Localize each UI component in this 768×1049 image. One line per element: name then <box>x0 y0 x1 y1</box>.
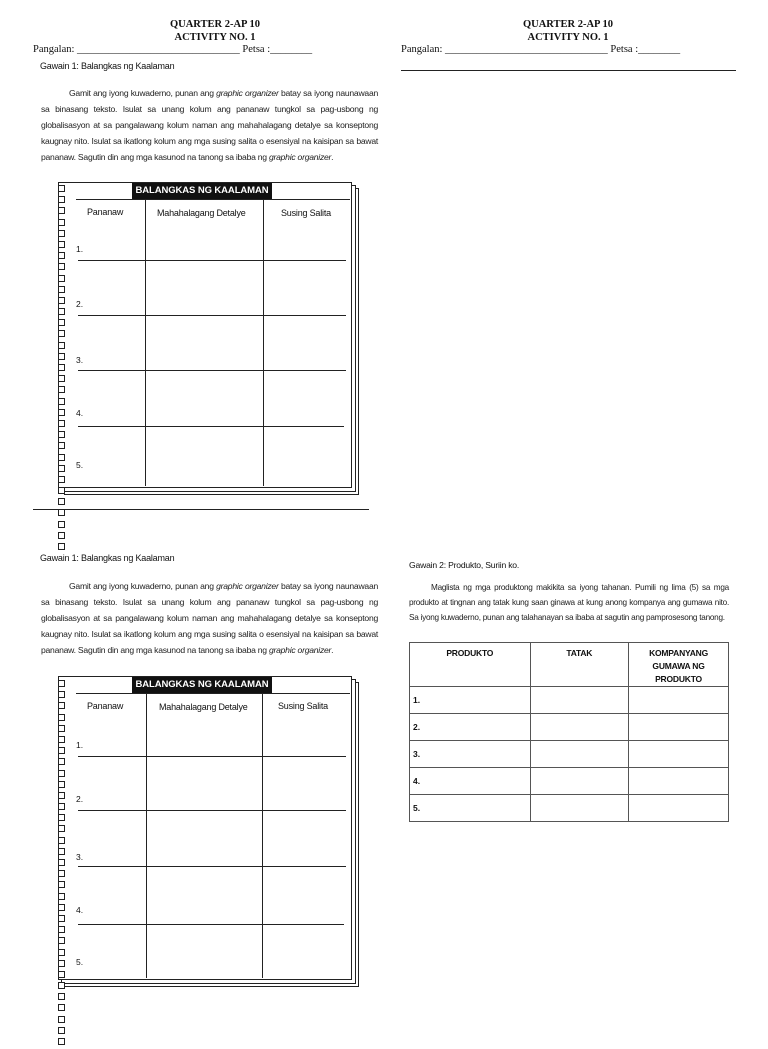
tatak-cell[interactable] <box>530 768 629 795</box>
column-header-susing-salita: Susing Salita <box>278 701 328 711</box>
kompanya-cell[interactable] <box>629 795 729 822</box>
row-number: 2. <box>76 299 84 309</box>
ring-icon <box>58 949 65 956</box>
ring-icon <box>58 714 65 721</box>
ring-icon <box>58 375 65 382</box>
ring-icon <box>58 521 65 528</box>
ring-icon <box>58 219 65 226</box>
name-date-line-left <box>33 44 312 55</box>
ring-icon <box>58 342 65 349</box>
row-number: 4. <box>76 905 84 915</box>
ring-icon <box>58 926 65 933</box>
ring-icon <box>58 814 65 821</box>
organizer-title: BALANGKAS NG KAALAMAN <box>132 183 272 199</box>
ring-icon <box>58 982 65 989</box>
ring-icon <box>58 747 65 754</box>
ring-icon <box>58 420 65 427</box>
ring-icon <box>58 770 65 777</box>
ring-icon <box>58 736 65 743</box>
divider-right-top <box>401 70 736 71</box>
ring-icon <box>58 1027 65 1034</box>
ring-icon <box>58 308 65 315</box>
column-header-mahahalagang-detalye: Mahahalagang Detalye <box>159 702 248 712</box>
date-label: Petsa : <box>610 44 639 55</box>
column-header-pananaw: Pananaw <box>87 701 124 711</box>
ring-icon <box>58 297 65 304</box>
ring-icon <box>58 1038 65 1045</box>
ring-icon <box>58 837 65 844</box>
table-header-kompanya: KOMPANYANG GUMAWA NG PRODUKTO <box>629 643 729 687</box>
ring-icon <box>58 702 65 709</box>
ring-icon <box>58 1004 65 1011</box>
ring-icon <box>58 803 65 810</box>
column-header-pananaw: Pananaw <box>87 207 124 217</box>
graphic-organizer-bottom <box>56 674 362 990</box>
ring-icon <box>58 498 65 505</box>
ring-icon <box>58 893 65 900</box>
ring-icon <box>58 386 65 393</box>
ring-icon <box>58 330 65 337</box>
header-right <box>453 18 683 44</box>
column-header-mahahalagang-detalye: Mahahalagang Detalye <box>157 208 246 218</box>
graphic-organizer-top <box>56 180 362 498</box>
quarter-title: QUARTER 2-AP 10 <box>169 19 261 30</box>
date-field[interactable]: ________ <box>638 44 681 55</box>
ring-icon <box>58 353 65 360</box>
table-header-tatak: TATAK <box>530 643 629 687</box>
ring-icon <box>58 286 65 293</box>
gawain1-paragraph: Gamit ang iyong kuwaderno, punan ang graphic organizer batay sa iyong naunawaan sa binasang teksto. Isulat sa unang kolum ang pananaw tungkol sa pag-usbong ng globalisasyon at sa pangalawang kolum naman ang mahahalagang detalye sa konseptong kaugnay nito. Isulat sa ikatlong kolum ang mga susing salita o esensiyal na kaisipan sa bawat pananaw. Sagutin din ang mga kasunod na tanong sa ibaba ng graphic organizer. <box>41 88 379 162</box>
ring-icon <box>58 725 65 732</box>
ring-icon <box>58 680 65 687</box>
row-number: 1. <box>76 740 84 750</box>
ring-icon <box>58 241 65 248</box>
row-number: 3. <box>76 852 84 862</box>
row-number: 1. <box>410 687 531 714</box>
header-left <box>100 18 330 44</box>
ring-icon <box>58 937 65 944</box>
table-header-produkto: PRODUKTO <box>410 643 531 687</box>
ring-icon <box>58 904 65 911</box>
ring-icon <box>58 487 65 494</box>
divider-left-middle <box>33 509 369 510</box>
table-row <box>410 714 729 741</box>
ring-icon <box>58 319 65 326</box>
ring-icon <box>58 532 65 539</box>
tatak-cell[interactable] <box>530 741 629 768</box>
kompanya-cell[interactable] <box>629 768 729 795</box>
ring-icon <box>58 431 65 438</box>
ring-icon <box>58 848 65 855</box>
row-number: 3. <box>76 355 84 365</box>
tatak-cell[interactable] <box>530 795 629 822</box>
ring-icon <box>58 454 65 461</box>
ring-icon <box>58 196 65 203</box>
ring-icon <box>58 275 65 282</box>
ring-icon <box>58 825 65 832</box>
row-number: 4. <box>76 408 84 418</box>
row-number: 3. <box>410 741 531 768</box>
activity-title: ACTIVITY NO. 1 <box>174 32 256 43</box>
notebook-rings <box>58 185 68 554</box>
row-number: 5. <box>410 795 531 822</box>
ring-icon <box>58 398 65 405</box>
ring-icon <box>58 185 65 192</box>
ring-icon <box>58 364 65 371</box>
name-label: Pangalan: <box>401 44 443 55</box>
ring-icon <box>58 971 65 978</box>
gawain1-paragraph: Gamit ang iyong kuwaderno, punan ang graphic organizer batay sa iyong naunawaan sa binasang teksto. Isulat sa unang kolum ang pananaw tungkol sa pag-usbong ng globalisasyon at sa pangalawang kolum naman ang mahahalagang detalye sa konseptong kaugnay nito. Isulat sa ikatlong kolum ang mga susing salita o esensiyal na kaisipan sa bawat pananaw. Sagutin din ang mga kasunod na tanong sa ibaba ng graphic organizer. <box>41 581 379 655</box>
ring-icon <box>58 691 65 698</box>
activity-title: ACTIVITY NO. 1 <box>527 32 609 43</box>
gawain2-paragraph: Maglista ng mga produktong makikita sa iyong tahanan. Pumili ng lima (5) sa mga produkto at tingnan ang tatak kung saan ginawa at kung anong kompanya ang gumawa nito. Sa iyong kuwaderno, punan ang talahanayan sa ibaba at sagutin ang pamprosesong tanong. <box>409 583 729 622</box>
ring-icon <box>58 509 65 516</box>
ring-icon <box>58 543 65 550</box>
gawain1-title: Gawain 1: Balangkas ng Kaalaman <box>40 61 175 71</box>
tatak-cell[interactable] <box>530 687 629 714</box>
row-number: 5. <box>76 957 84 967</box>
ring-icon <box>58 859 65 866</box>
ring-icon <box>58 207 65 214</box>
ring-icon <box>58 465 65 472</box>
table-row <box>410 795 729 822</box>
ring-icon <box>58 263 65 270</box>
row-number: 2. <box>410 714 531 741</box>
ring-icon <box>58 1016 65 1023</box>
row-number: 5. <box>76 460 84 470</box>
table-row <box>410 741 729 768</box>
name-field[interactable]: _______________________________ <box>77 44 240 55</box>
row-number: 2. <box>76 794 84 804</box>
name-field[interactable]: _______________________________ <box>445 44 608 55</box>
row-number: 4. <box>410 768 531 795</box>
name-date-line-right <box>401 44 680 55</box>
name-label: Pangalan: <box>33 44 75 55</box>
ring-icon <box>58 781 65 788</box>
ring-icon <box>58 442 65 449</box>
ring-icon <box>58 252 65 259</box>
quarter-title: QUARTER 2-AP 10 <box>522 19 614 30</box>
ring-icon <box>58 792 65 799</box>
ring-icon <box>58 960 65 967</box>
ring-icon <box>58 870 65 877</box>
ring-icon <box>58 476 65 483</box>
ring-icon <box>58 881 65 888</box>
tatak-cell[interactable] <box>530 714 629 741</box>
gawain1-title: Gawain 1: Balangkas ng Kaalaman <box>40 553 175 563</box>
gawain2-title: Gawain 2: Produkto, Suriin ko. <box>409 560 520 570</box>
kompanya-cell[interactable] <box>629 714 729 741</box>
ring-icon <box>58 915 65 922</box>
ring-icon <box>58 993 65 1000</box>
table-row <box>410 768 729 795</box>
date-field[interactable]: ________ <box>270 44 313 55</box>
ring-icon <box>58 758 65 765</box>
product-table <box>409 642 729 822</box>
ring-icon <box>58 409 65 416</box>
notebook-rings <box>58 680 68 1049</box>
table-row <box>410 687 729 714</box>
ring-icon <box>58 230 65 237</box>
organizer-title: BALANGKAS NG KAALAMAN <box>132 677 272 693</box>
kompanya-cell[interactable] <box>629 687 729 714</box>
column-header-susing-salita: Susing Salita <box>281 208 331 218</box>
date-label: Petsa : <box>242 44 271 55</box>
row-number: 1. <box>76 244 84 254</box>
kompanya-cell[interactable] <box>629 741 729 768</box>
